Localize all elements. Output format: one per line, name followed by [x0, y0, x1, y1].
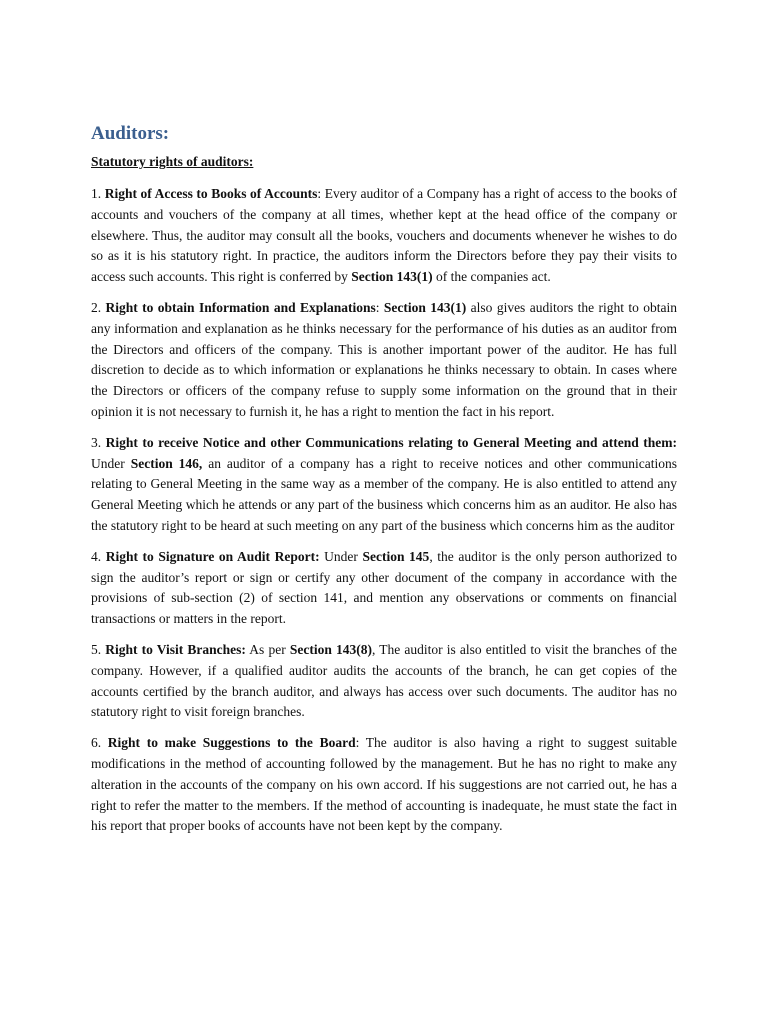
paragraph-title: Right of Access to Books of Accounts: [104, 186, 318, 201]
paragraph-title: Right to Visit Branches:: [105, 641, 246, 657]
paragraph-title: Right to obtain Information and Explanations: [105, 299, 376, 315]
section-reference: Section 143(8): [289, 641, 372, 657]
section-reference: Section 143(1): [351, 269, 433, 285]
paragraph-text: As per: [245, 641, 290, 657]
paragraph-number: 1.: [91, 186, 102, 201]
paragraph-title: Right to receive Notice and other Communications relating to General Meeting and attend them:: [105, 434, 678, 450]
section-reference: Section 146,: [130, 455, 203, 471]
document-heading: Auditors:: [91, 123, 170, 144]
paragraph-text: also gives auditors the right to obtain any information and explanation as he thinks necessary for the performance of his duties as an auditor from the Directors and officers of the company. This is another important power of the auditor. He has full discretion to decide as to which information or explanations he thinks necessary to obtain. In cases where the Directors or officers of the company refuse to supply some information on the ground that in their opinion it is not necessary to furnish it, he has a right to mention the fact in his report.: [91, 299, 677, 419]
paragraph-5: [91, 640, 677, 723]
paragraph-2: [91, 298, 677, 423]
paragraph-separator: :: [355, 735, 360, 751]
paragraph-text: of the companies act.: [432, 269, 551, 285]
paragraph-separator: :: [375, 299, 384, 315]
paragraph-number: 4.: [91, 548, 102, 564]
paragraph-text: Under: [91, 455, 131, 471]
paragraph-1: [91, 184, 677, 288]
paragraph-text: an auditor of a company has a right to receive notices and other communications relating to General Meeting in the same way as a member of the company. He is also entitled to attend any General Meeting which he attends or any part of the business which concerns him as an auditor. He also has the statutory right to be heard at such meeting on any part of the business which concerns him as the auditor: [91, 455, 677, 533]
paragraph-separator: :: [317, 186, 322, 201]
paragraph-number: 6.: [91, 735, 102, 751]
paragraph-title: Right to make Suggestions to the Board: [107, 735, 356, 751]
paragraph-4: [91, 547, 677, 630]
paragraph-number: 5.: [91, 641, 102, 657]
paragraph-number: 3.: [91, 434, 102, 450]
section-reference: Section 143(1): [383, 299, 467, 315]
section-reference: Section 145: [362, 548, 430, 564]
paragraph-6: [91, 733, 677, 837]
paragraph-number: 2.: [91, 299, 102, 315]
document-subheading: Statutory rights of auditors:: [91, 154, 254, 169]
paragraph-text: , The auditor is also entitled to visit the branches of the company. However, if a qualified auditor audits the accounts of the branch, he can get copies of the accounts certified by the branch auditor, and always has access over such documents. The auditor has no statutory right to visit foreign branches.: [91, 641, 677, 720]
paragraph-3: [91, 433, 677, 537]
paragraph-title: Right to Signature on Audit Report:: [105, 548, 320, 564]
document-page: [91, 122, 677, 847]
paragraph-text: Every auditor of a Company has a right of access to the books of accounts and vouchers of the company at all times, whether kept at the head office of the company or elsewhere. Thus, the auditor may consult all the books, vouchers and documents whenever he wishes to do so as it is his statutory right. In practice, the auditors inform the Directors before they pay their visits to access such accounts. This right is conferred by: [91, 186, 678, 285]
paragraph-text: , the auditor is the only person authorized to sign the auditor’s report or sign or certify any other document of the company in accordance with the provisions of sub-section (2) of section 141, and mention any observations or comments on financial transactions or matters in the report.: [91, 548, 677, 627]
paragraph-text: The auditor is also having a right to suggest suitable modifications in the method of accounting followed by the management. But he has no right to make any alteration in the accounts of the company on his own accord. If his suggestions are not carried out, he has a right to refer the matter to the members. If the method of accounting is inadequate, he must state the fact in his report that proper books of accounts have not been kept by the company.: [91, 735, 677, 834]
paragraph-text: Under: [319, 548, 363, 564]
